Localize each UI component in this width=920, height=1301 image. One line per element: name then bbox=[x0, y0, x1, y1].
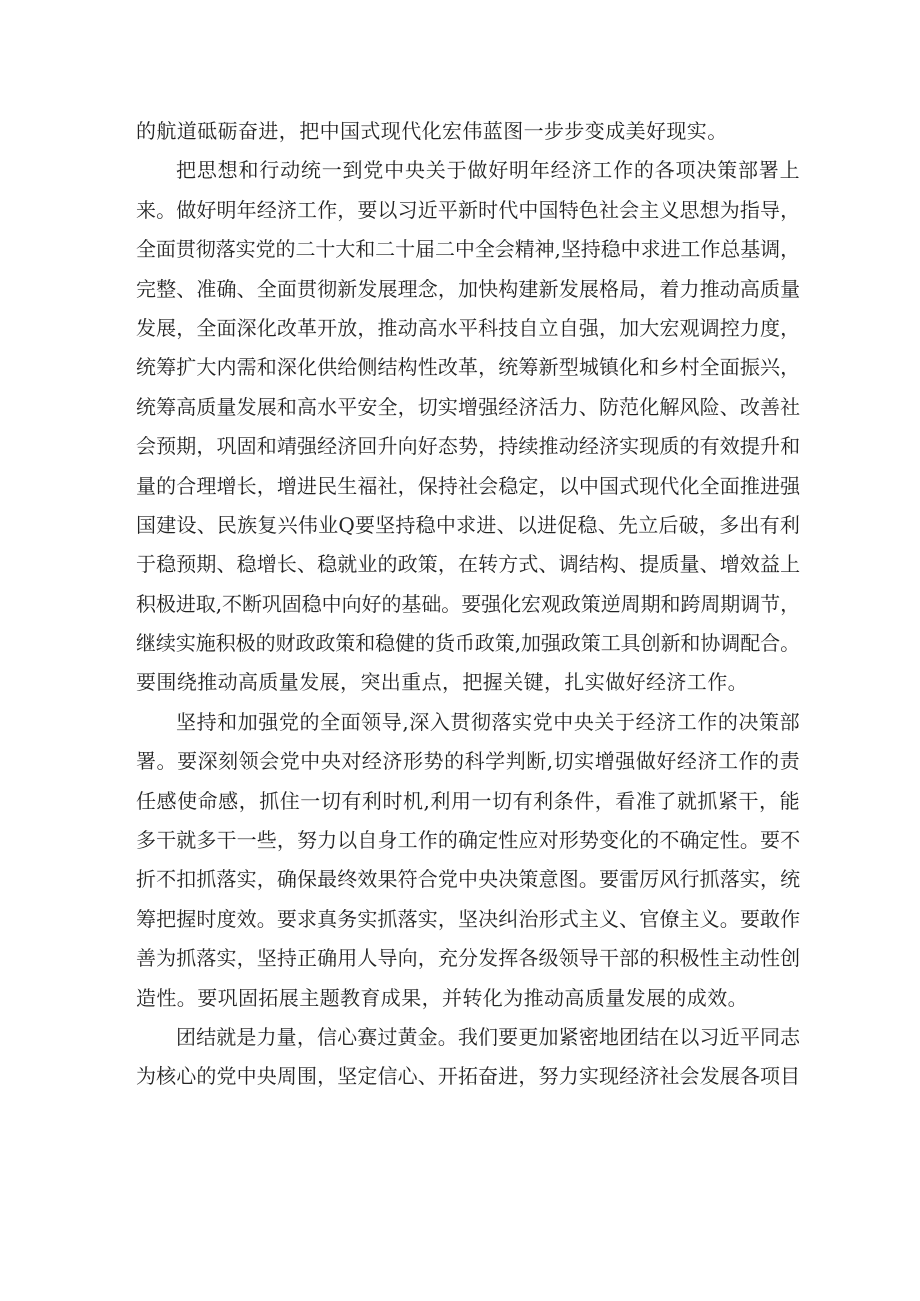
text-line: 会预期，巩固和靖强经济回升向好态势，持续推动经济实现质的有效提升和 bbox=[136, 434, 800, 459]
text-line: 善为抓落实，坚持正确用人导向，充分发挥各级领导干部的积极性主动性创 bbox=[136, 946, 800, 971]
text-line: 来。做好明年经济工作，要以习近平新时代中国特色社会主义思想为指导， bbox=[136, 197, 800, 222]
document-body bbox=[136, 112, 800, 1097]
text-line: 全面贯彻落实党的二十大和二十届二中全会精神,坚持稳中求进工作总基调， bbox=[136, 237, 800, 262]
text-line: 国建设、民族复兴伟业Q要坚持稳中求进、以进促稳、先立后破，多出有利 bbox=[136, 512, 800, 537]
text-line: 继续实施积极的财政政策和稳健的货币政策,加强政策工具创新和协调配合。 bbox=[136, 631, 800, 656]
text-line: 积极进取,不断巩固稳中向好的基础。要强化宏观政策逆周期和跨周期调节， bbox=[136, 591, 800, 616]
text-line: 筹把握时度效。要求真务实抓落实，坚决纠治形式主义、官僚主义。要敢作 bbox=[136, 906, 800, 931]
text-line: 署。要深刻领会党中央对经济形势的科学判断,切实增强做好经济工作的责 bbox=[136, 749, 800, 774]
text-line: 团结就是力量，信心赛过黄金。我们要更加紧密地团结在以习近平同志 bbox=[176, 1024, 800, 1049]
text-line: 于稳预期、稳增长、稳就业的政策，在转方式、调结构、提质量、增效益上 bbox=[136, 552, 800, 577]
text-line: 造性。要巩固拓展主题教育成果，并转化为推动高质量发展的成效。 bbox=[136, 985, 748, 1010]
text-line: 多干就多干一些，努力以自身工作的确定性应对形势变化的不确定性。要不 bbox=[136, 828, 800, 853]
text-line: 完整、准确、全面贯彻新发展理念，加快构建新发展格局，着力推动高质量 bbox=[136, 276, 800, 301]
text-line: 发展，全面深化改革开放，推动高水平科技自立自强，加大宏观调控力度， bbox=[136, 315, 800, 340]
text-line: 量的合理增长，增进民生福社，保持社会稳定，以中国式现代化全面推进强 bbox=[136, 473, 800, 498]
text-line: 坚持和加强党的全面领导,深入贯彻落实党中央关于经济工作的决策部 bbox=[176, 709, 800, 734]
text-line: 折不扣抓落实，确保最终效果符合党中央决策意图。要雷厉风行抓落实，统 bbox=[136, 867, 800, 892]
text-line: 把思想和行动统一到党中央关于做好明年经济工作的各项决策部署上 bbox=[176, 158, 800, 183]
text-line: 任感使命感，抓住一切有利时机,利用一切有利条件，看准了就抓紧干，能 bbox=[136, 788, 800, 813]
text-line: 统筹高质量发展和高水平安全，切实增强经济活力、防范化解风险、改善社 bbox=[136, 394, 800, 419]
text-line: 要围绕推动高质量发展，突出重点，把握关键，扎实做好经济工作。 bbox=[136, 670, 748, 695]
text-line: 为核心的党中央周围，坚定信心、开拓奋进，努力实现经济社会发展各项目 bbox=[136, 1064, 800, 1089]
text-line: 的航道砥砺奋进，把中国式现代化宏伟蓝图一步步变成美好现实。 bbox=[136, 119, 728, 143]
text-line: 统筹扩大内需和深化供给侧结构性改革，统筹新型城镇化和乡村全面振兴， bbox=[136, 355, 800, 380]
